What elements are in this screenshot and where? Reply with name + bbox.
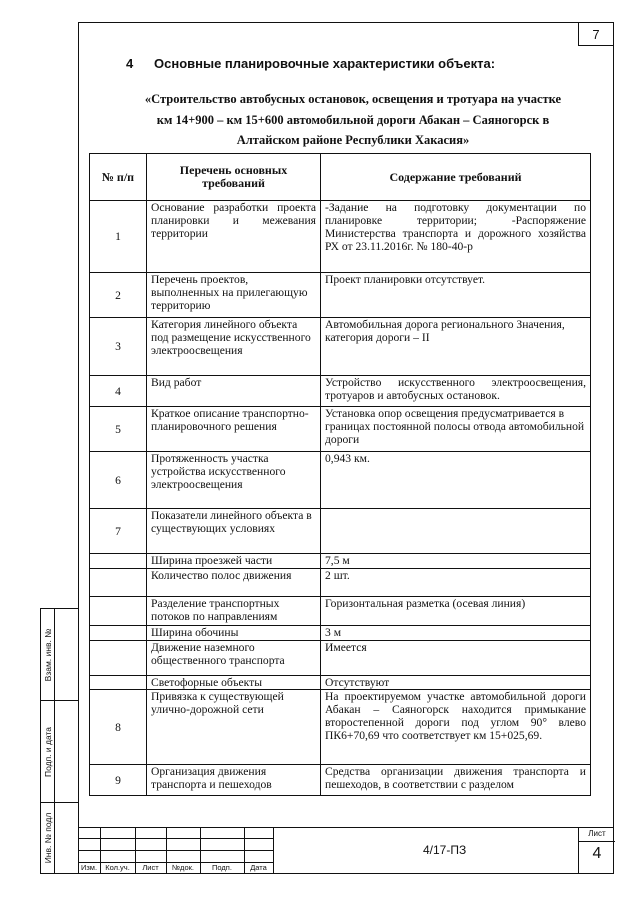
row-number: 2 [90,273,147,318]
original-inventory-cell [41,803,79,873]
row-content [321,509,591,554]
row-number [90,676,147,690]
row-content: Устройство искусственного электроосвещения, тротуаров и автобусных остановок. [321,376,591,407]
table-row [90,452,591,509]
row-requirement: Краткое описание транспортно-планировочного решения [147,407,321,452]
signature-date-cell [41,701,79,803]
corner-page-number: 7 [578,23,613,46]
table-row [90,765,591,796]
table-row [90,676,591,690]
table-row [90,509,591,554]
sheet-number: 4 [592,845,602,862]
table-row [90,641,591,676]
col-docnum: №док. [172,863,194,872]
table-row [90,201,591,273]
row-content: Имеется [321,641,591,676]
revision-grid [78,827,273,874]
row-number: 4 [90,376,147,407]
object-title-line: Алтайском районе Республики Хакасия» [236,133,470,147]
table-row [90,626,591,641]
section-heading [126,56,495,71]
row-content: Проект планировки отсутствует. [321,273,591,318]
document-code: 4/17-ПЗ [423,843,467,857]
row-number [90,597,147,626]
header-list: Перечень основных требований [147,154,321,201]
table-row [90,554,591,569]
row-number: 8 [90,690,147,765]
row-requirement: Показатели линейного объекта в существующих условиях [147,509,321,554]
row-requirement: Протяженность участка устройства искусственного электроосвещения [147,452,321,509]
replacement-inventory-label: Взам. инв. № [42,628,53,681]
row-requirement: Светофорные объекты [147,676,321,690]
row-requirement: Привязка к существующей улично-дорожной сети [147,690,321,765]
object-title-line: км 14+900 – км 15+600 автомобильной дороги Абакан – Саяногорск в [156,112,550,127]
row-content: Отсутствуют [321,676,591,690]
table-row [90,376,591,407]
row-number [90,554,147,569]
row-requirement: Вид работ [147,376,321,407]
row-requirement: Ширина проезжей части [147,554,321,569]
col-sheet: Лист [142,863,159,872]
header-content: Содержание требований [321,154,591,201]
row-number: 1 [90,201,147,273]
row-content: Средства организации движения транспорта и пешеходов, в соответствии с разделом [321,765,591,796]
row-requirement: Ширина обочины [147,626,321,641]
side-stamp-strip [40,608,78,874]
row-number: 7 [90,509,147,554]
row-requirement: Движение наземного общественного транспорта [147,641,321,676]
section-title: Основные планировочные характеристики объекта: [154,56,496,71]
row-content: -Задание на подготовку документации по планировке территории; -Распоряжение Министерства транспорта и дорожного хозяйства РХ от 23.11.2016г. № 180-40-р [321,201,591,273]
row-number [90,641,147,676]
table-row [90,407,591,452]
row-content: 3 м [321,626,591,641]
row-content: 0,943 км. [321,452,591,509]
signature-date-label: Подп. и дата [42,726,53,777]
table-row [90,569,591,597]
col-signature: Подп. [212,863,232,872]
row-number [90,569,147,597]
object-title [118,89,588,151]
requirements-table [89,153,591,796]
table-header-row [90,154,591,201]
header-num: № п/п [90,154,147,201]
row-requirement: Организация движения транспорта и пешеходов [147,765,321,796]
col-count: Кол.уч. [105,863,130,872]
row-content: 7,5 м [321,554,591,569]
row-requirement: Перечень проектов, выполненных на прилегающую территорию [147,273,321,318]
object-title-line: «Строительство автобусных остановок, освещения и тротуара на участке [144,92,562,106]
col-date: Дата [250,863,267,872]
row-requirement: Разделение транспортных потоков по направлениям [147,597,321,626]
row-number: 6 [90,452,147,509]
table-row [90,273,591,318]
sheet-box [578,827,615,874]
row-content: Горизонтальная разметка (осевая линия) [321,597,591,626]
row-requirement: Основание разработки проекта планировки и межевания территории [147,201,321,273]
row-content: 2 шт. [321,569,591,597]
title-block [78,827,614,874]
row-number [90,626,147,641]
section-number: 4 [126,56,134,71]
table-row [90,597,591,626]
row-number: 5 [90,407,147,452]
sheet-label: Лист [579,829,615,842]
replacement-inventory-cell [41,609,79,701]
table-row [90,690,591,765]
col-change: Изм. [80,863,98,872]
row-content: Автомобильная дорога регионального Значения, категория дороги – II [321,318,591,376]
table-row [90,318,591,376]
row-content: На проектируемом участке автомобильной дороги Абакан – Саяногорск находится примыкание второстепенной дороги под углом 90° влево ПК6+70,69 что соответствует км 15+025,69. [321,690,591,765]
original-inventory-label: Инв. № подл [42,812,53,864]
row-requirement: Количество полос движения [147,569,321,597]
row-requirement: Категория линейного объекта под размещение искусственного электроосвещения [147,318,321,376]
row-number: 9 [90,765,147,796]
row-number: 3 [90,318,147,376]
row-content: Установка опор освещения предусматривается в границах постоянной полосы отвода автомобильной дороги [321,407,591,452]
